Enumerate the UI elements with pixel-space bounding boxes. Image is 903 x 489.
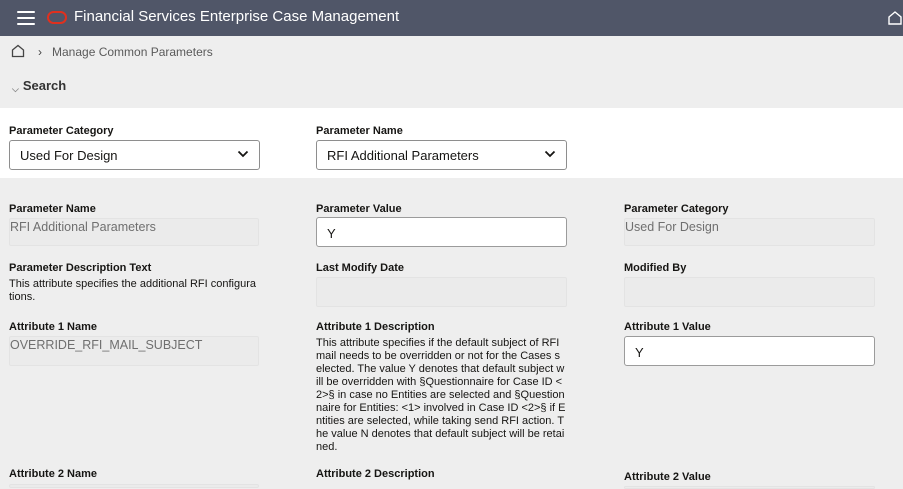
attribute-1-value-input[interactable]: Y xyxy=(624,336,875,366)
attribute-1-description-text: This attribute specifies if the default subject of RFI mail needs to be overridden or not for the Cases selected. The value Y denotes that default subject will be overridden with §Questionnaire for Case ID <2>§ in case no Entities are selected and §Questionnaire for Entities: <1> involved in Case ID <2>§ if Entities are selected, while taking send RFI action. The value N denotes that default subject will be retained. xyxy=(316,337,566,453)
chevron-down-icon xyxy=(544,149,556,159)
attribute-1-name-value: OVERRIDE_RFI_MAIL_SUBJECT xyxy=(9,336,259,366)
oracle-logo xyxy=(47,11,67,24)
attribute-2-description-label: Attribute 2 Description xyxy=(316,468,435,480)
modified-by-value xyxy=(624,277,875,307)
breadcrumb-current: Manage Common Parameters xyxy=(52,45,213,59)
attribute-2-name-label: Attribute 2 Name xyxy=(9,468,98,480)
attribute-1-name-label: Attribute 1 Name xyxy=(9,321,98,333)
attribute-2-value-label: Attribute 2 Value xyxy=(624,471,711,483)
parameter-category-label: Parameter Category xyxy=(9,125,114,137)
parameter-description-text: This attribute specifies the additional RFI configurations. xyxy=(9,278,257,303)
home-icon[interactable] xyxy=(11,44,25,58)
attribute-1-value-label: Attribute 1 Value xyxy=(624,321,711,333)
parameter-value-label: Parameter Value xyxy=(316,203,402,215)
top-bar xyxy=(0,0,903,36)
hamburger-menu-icon[interactable] xyxy=(17,11,35,25)
modified-by-label: Modified By xyxy=(624,262,687,274)
parameter-category-selected: Used For Design xyxy=(20,148,118,163)
parameter-category-select[interactable] xyxy=(9,140,260,170)
parameter-name-label: Parameter Name xyxy=(316,125,403,137)
parameter-name-selected: RFI Additional Parameters xyxy=(327,148,479,163)
detail-parameter-name-label: Parameter Name xyxy=(9,203,96,215)
attribute-2-name-value xyxy=(9,484,259,488)
chevron-right-icon: › xyxy=(38,45,42,59)
home-icon[interactable] xyxy=(887,11,903,25)
last-modify-date-label: Last Modify Date xyxy=(316,262,405,274)
detail-parameter-category-label: Parameter Category xyxy=(624,203,729,215)
search-toggle-label: Search xyxy=(22,78,67,93)
detail-parameter-name-value: RFI Additional Parameters xyxy=(9,218,259,246)
last-modify-date-value xyxy=(316,277,567,307)
chevron-down-icon: ⌵ xyxy=(12,84,19,94)
parameter-name-select[interactable] xyxy=(316,140,567,170)
attribute-1-description-label: Attribute 1 Description xyxy=(316,321,435,333)
app-title: Financial Services Enterprise Case Management xyxy=(74,8,400,25)
parameter-value-input[interactable]: Y xyxy=(316,217,567,247)
detail-parameter-category-value: Used For Design xyxy=(624,218,875,246)
parameter-description-label: Parameter Description Text xyxy=(9,262,152,274)
search-toggle[interactable] xyxy=(12,78,66,93)
chevron-down-icon xyxy=(237,149,249,159)
